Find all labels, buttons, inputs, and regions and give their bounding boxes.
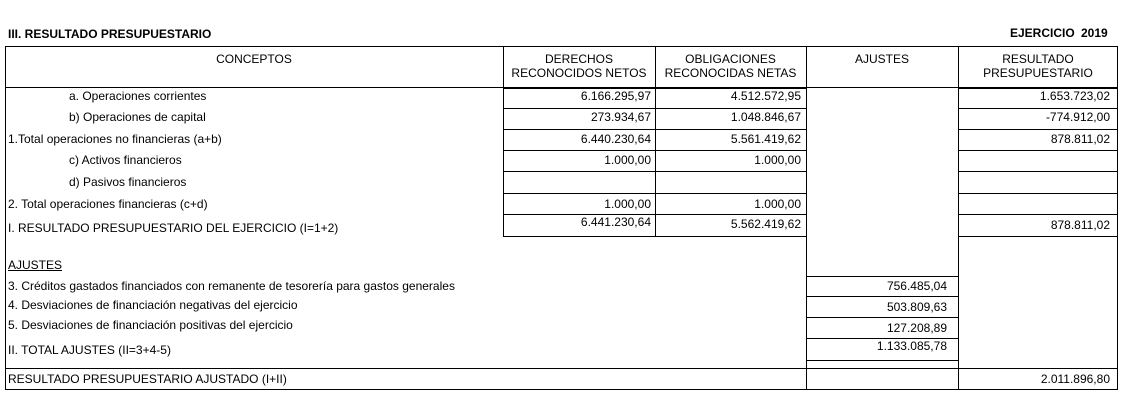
obligaciones-value: 5.562.419,62 bbox=[730, 217, 801, 231]
row-line bbox=[503, 193, 807, 194]
ajustes-row-label: 3. Créditos gastados financiados con remanente de tesorería para gastos generales bbox=[8, 279, 455, 293]
ajustes-row-label: 5. Desviaciones de financiación positivas del ejercicio bbox=[8, 318, 293, 332]
row-line bbox=[503, 108, 807, 109]
row-label: c) Activos financieros bbox=[69, 153, 182, 167]
derechos-value: 6.166.295,97 bbox=[580, 89, 651, 103]
derechos-value: 6.441.230,64 bbox=[580, 215, 651, 229]
row-line bbox=[958, 150, 1118, 151]
row-line bbox=[958, 129, 1118, 130]
ejercicio-label: EJERCICIO bbox=[1010, 26, 1075, 40]
ajustado-top-line bbox=[5, 368, 1118, 369]
obligaciones-value: 1.000,00 bbox=[754, 153, 801, 167]
row-line bbox=[958, 214, 1118, 215]
row-label: d) Pasivos financieros bbox=[69, 175, 187, 189]
row-line bbox=[958, 193, 1118, 194]
row-label: I. RESULTADO PRESUPUESTARIO DEL EJERCICIO (I=1+2) bbox=[8, 221, 339, 235]
table-bottom-line bbox=[5, 389, 1118, 390]
header-derechos: DERECHOS RECONOCIDOS NETOS bbox=[511, 52, 647, 80]
obligaciones-value: 1.048.846,67 bbox=[730, 110, 801, 124]
resultado-value: 878.811,02 bbox=[1050, 132, 1110, 146]
header-obligaciones: OBLIGACIONES RECONOCIDAS NETAS bbox=[664, 52, 797, 80]
header-ajustes: AJUSTES bbox=[854, 52, 909, 66]
obligaciones-value: 4.512.572,95 bbox=[730, 89, 801, 103]
derechos-value: 273.934,67 bbox=[590, 110, 651, 124]
derechos-value: 1.000,00 bbox=[604, 153, 651, 167]
ejercicio-year: 2019 bbox=[1081, 26, 1108, 40]
row-label: a. Operaciones corrientes bbox=[69, 89, 207, 103]
row-line bbox=[806, 296, 958, 297]
ajustes-row-label: 4. Desviaciones de financiación negativas del ejercicio bbox=[8, 298, 298, 312]
row-line bbox=[806, 317, 958, 318]
row-line bbox=[503, 129, 807, 130]
row-line bbox=[958, 108, 1118, 109]
row-label: 2. Total operaciones financieras (c+d) bbox=[8, 197, 208, 211]
row-label: b) Operaciones de capital bbox=[69, 110, 206, 124]
ajustes-row-label: II. TOTAL AJUSTES (II=3+4-5) bbox=[8, 343, 171, 357]
table-left-border bbox=[5, 88, 6, 390]
ajustado-label: RESULTADO PRESUPUESTARIO AJUSTADO (I+II) bbox=[8, 372, 287, 386]
ajustes-heading: AJUSTES bbox=[8, 258, 63, 272]
row-label: 1.Total operaciones no financieras (a+b) bbox=[8, 132, 222, 146]
header-conceptos: CONCEPTOS bbox=[216, 52, 292, 66]
ajustes-value: 127.208,89 bbox=[886, 321, 947, 335]
obligaciones-value: 5.561.419,62 bbox=[730, 132, 801, 146]
row-line bbox=[503, 171, 807, 172]
derechos-value: 6.440.230,64 bbox=[580, 132, 651, 146]
header-resultado: RESULTADO PRESUPUESTARIO bbox=[983, 52, 1093, 80]
row-line bbox=[503, 150, 807, 151]
ajustes-value: 1.133.085,78 bbox=[876, 339, 947, 353]
resultado-value: 878.811,02 bbox=[1050, 218, 1110, 232]
ajustes-value: 503.809,63 bbox=[886, 300, 947, 314]
obligaciones-value: 1.000,00 bbox=[754, 197, 801, 211]
row-line bbox=[806, 360, 958, 361]
section-title: III. RESULTADO PRESUPUESTARIO bbox=[8, 27, 212, 41]
derechos-value: 1.000,00 bbox=[604, 197, 651, 211]
resultado-value: 1.653.723,02 bbox=[1039, 89, 1110, 103]
resultado-value: -774.912,00 bbox=[1045, 110, 1110, 124]
row-line bbox=[806, 276, 958, 277]
row-line bbox=[958, 171, 1118, 172]
ajustado-value: 2.011.896,80 bbox=[1040, 372, 1110, 386]
ajustes-value: 756.485,04 bbox=[886, 279, 947, 293]
